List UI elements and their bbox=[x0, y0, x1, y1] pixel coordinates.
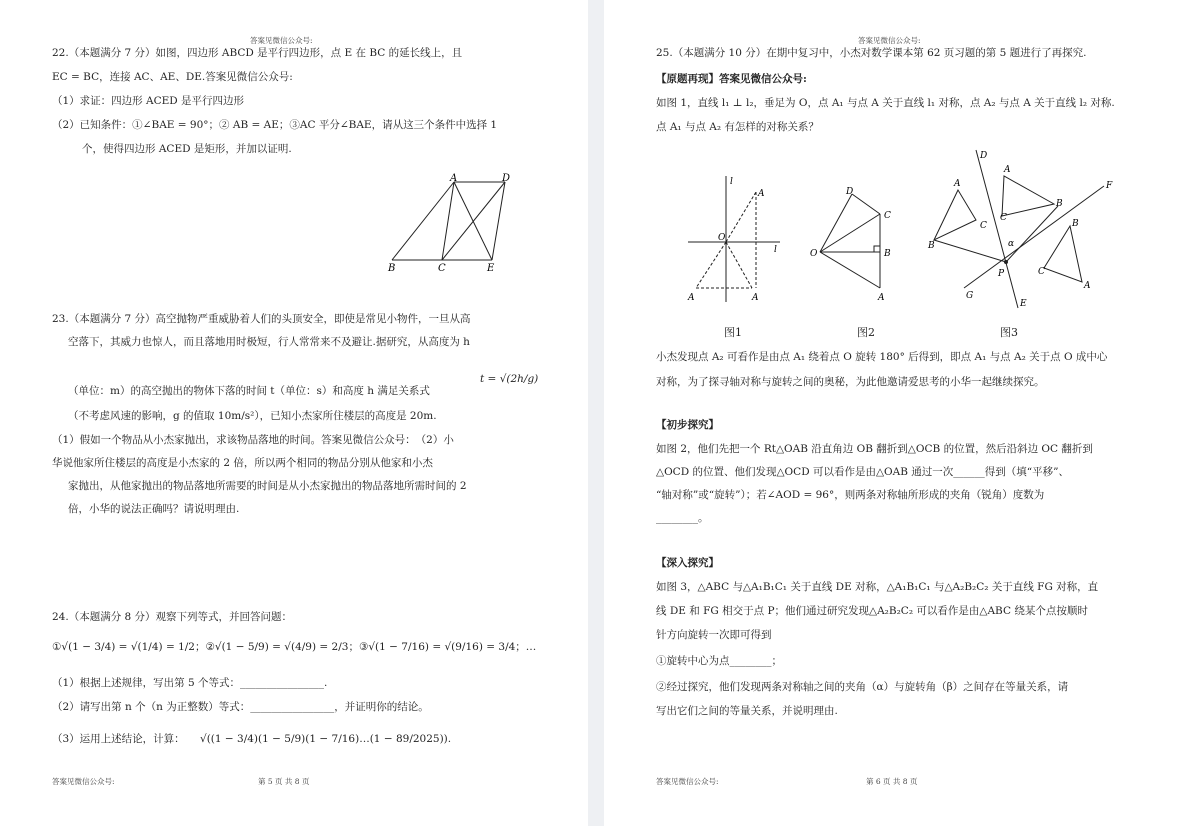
q23-line4: （不考虑风速的影响，g 的值取 10m/s²），已知小杰家所住楼层的高度是 20m. bbox=[68, 410, 437, 422]
q25-line9: ________。 bbox=[656, 512, 709, 524]
figure-1-caption: 图1 bbox=[724, 326, 742, 339]
svg-text:l: l bbox=[774, 245, 777, 255]
q22-line3: （1）求证：四边形 ACED 是平行四边形 bbox=[52, 95, 245, 107]
footer-left: 答案见微信公众号: bbox=[52, 777, 115, 786]
page-5 bbox=[0, 0, 588, 826]
q25-line8: “轴对称”或“旋转”）；若∠AOD = 96°，则两条对称轴所形成的夹角（锐角）度数为 bbox=[656, 489, 1045, 501]
svg-text:D: D bbox=[846, 187, 854, 197]
q22-parallelogram-figure bbox=[380, 172, 520, 278]
q22-line5: 个，使得四边形 ACED 是矩形，并加以证明. bbox=[82, 143, 292, 155]
q24-line4: （2）请写出第 n 个（n 为正整数）等式：________________，并证明你的结论。 bbox=[52, 701, 429, 713]
q23-line1: 23.（本题满分 7 分）高空抛物严重威胁着人们的头顶安全，即使是常见小物件，一旦从高 bbox=[52, 313, 471, 325]
svg-text:C: C bbox=[884, 211, 891, 221]
svg-text:A: A bbox=[688, 293, 695, 303]
figure-3-caption: 图3 bbox=[1000, 326, 1018, 339]
svg-text:A: A bbox=[878, 293, 885, 303]
q25-line10: 如图 3，△ABC 与△A₁B₁C₁ 关于直线 DE 对称，△A₁B₁C₁ 与△A₂B₂C₂ 关于直线 FG 对称，直 bbox=[656, 581, 1099, 593]
svg-text:B: B bbox=[1072, 219, 1079, 229]
q25-line13: ①旋转中心为点________； bbox=[656, 655, 782, 667]
footer-left: 答案见微信公众号: bbox=[656, 777, 719, 786]
q23-line5: （1）假如一个物品从小杰家抛出，求该物品落地的时间。答案见微信公众号： （2）小 bbox=[52, 434, 454, 446]
svg-text:F: F bbox=[1106, 181, 1113, 191]
svg-text:O: O bbox=[810, 249, 818, 259]
svg-text:B: B bbox=[1056, 199, 1063, 209]
svg-text:A: A bbox=[758, 189, 765, 199]
svg-text:α: α bbox=[1008, 239, 1015, 249]
svg-text:A: A bbox=[1004, 165, 1011, 175]
svg-text:O: O bbox=[718, 233, 726, 243]
page-number: 第 5 页 共 8 页 bbox=[258, 777, 310, 786]
q22-line2: EC = BC，连接 AC、AE、DE.答案见微信公众号: bbox=[52, 71, 293, 83]
q22-line1: 22.（本题满分 7 分）如图，四边形 ABCD 是平行四边形，点 E 在 BC 的延长线上，且 bbox=[52, 47, 463, 59]
q25-line2: 如图 1，直线 l₁ ⊥ l₂，垂足为 O，点 A₁ 与点 A 关于直线 l₁ 对称，点 A₂ 与点 A 关于直线 l₂ 对称. bbox=[656, 97, 1115, 109]
q24-line1: 24.（本题满分 8 分）观察下列等式，并回答问题： bbox=[52, 611, 293, 623]
svg-text:D: D bbox=[980, 151, 988, 161]
q25-line7: △OCD 的位置、他们发现△OCD 可以看作是由△OAB 通过一次______得到（填“平移”、 bbox=[656, 466, 1070, 478]
q25-line12: 针方向旋转一次即可得到 bbox=[656, 629, 772, 641]
q23-line8: 倍，小华的说法正确吗？请说明理由. bbox=[68, 503, 240, 515]
page-header: 答案见微信公众号: bbox=[858, 36, 921, 45]
q23-formula: t = √(2h/g) bbox=[480, 373, 539, 385]
q25-line4: 小杰发现点 A₂ 可看作是由点 A₁ 绕着点 O 旋转 180° 后得到，即点 A₁ 与点 A₂ 关于点 O 成中心 bbox=[656, 351, 1108, 363]
svg-text:P: P bbox=[998, 269, 1005, 279]
q25-line14: ②经过探究，他们发现两条对称轴之间的夹角（α）与旋转角（β）之间存在等量关系，请 bbox=[656, 681, 1069, 693]
fig-label-c: C bbox=[438, 263, 446, 274]
q24-line5: （3）运用上述结论，计算： bbox=[52, 733, 185, 745]
q23-line3: （单位：m）的高空抛出的物体下落的时间 t（单位：s）和高度 h 满足关系式 bbox=[68, 385, 430, 397]
figure-2 bbox=[802, 180, 902, 310]
fig-label-b: B bbox=[388, 263, 396, 274]
svg-text:B: B bbox=[928, 241, 935, 251]
svg-text:G: G bbox=[966, 291, 974, 301]
q24-calc: √((1 − 3/4)(1 − 5/9)(1 − 7/16)…(1 − 89/2025)). bbox=[200, 733, 452, 745]
svg-text:A: A bbox=[954, 179, 961, 189]
svg-text:C: C bbox=[980, 221, 987, 231]
q25-heading-initial: 【初步探究】 bbox=[656, 419, 719, 431]
svg-text:C: C bbox=[1038, 267, 1045, 277]
svg-text:B: B bbox=[884, 249, 891, 259]
q25-line1: 25.（本题满分 10 分）在期中复习中，小杰对数学课本第 62 页习题的第 5 题进行了再探究. bbox=[656, 47, 1087, 59]
fig-label-e: E bbox=[487, 263, 495, 274]
q25-heading-deep: 【深入探究】 bbox=[656, 557, 719, 569]
figure-3 bbox=[926, 148, 1116, 310]
fig-label-a: A bbox=[450, 173, 458, 184]
svg-text:E: E bbox=[1020, 299, 1027, 309]
q24-equations: ①√(1 − 3/4) = √(1/4) = 1/2；②√(1 − 5/9) = √(4/9) = 2/3；③√(1 − 7/16) = √(9/16) = 3/4；… bbox=[52, 641, 537, 653]
q25-line15: 写出它们之间的等量关系，并说明理由. bbox=[656, 705, 838, 717]
svg-text:C: C bbox=[1000, 213, 1007, 223]
figure-2-caption: 图2 bbox=[857, 326, 875, 339]
q22-line4: （2）已知条件：①∠BAE = 90°；② AB = AE；③AC 平分∠BAE，请从这三个条件中选择 1 bbox=[52, 119, 498, 131]
q25-line11: 线 DE 和 FG 相交于点 P；他们通过研究发现△A₂B₂C₂ 可以看作是由△ABC 绕某个点按顺时 bbox=[656, 605, 1088, 617]
q23-line6: 华说他家所住楼层的高度是小杰家的 2 倍，所以两个相同的物品分别从他家和小杰 bbox=[52, 457, 433, 469]
q25-line6: 如图 2，他们先把一个 Rt△OAB 沿直角边 OB 翻折到△OCB 的位置，然后沿斜边 OC 翻折到 bbox=[656, 443, 1093, 455]
q23-line2: 空落下，其威力也惊人，而且落地用时极短，行人常常来不及避让.据研究，从高度为 h bbox=[68, 336, 470, 348]
svg-text:A: A bbox=[1084, 281, 1091, 291]
svg-text:l: l bbox=[730, 177, 733, 187]
q25-line5: 对称，为了探寻轴对称与旋转之间的奥秘，为此他邀请爱思考的小华一起继续探究。 bbox=[656, 376, 1045, 388]
q25-line3: 点 A₁ 与点 A₂ 有怎样的对称关系？ bbox=[656, 121, 819, 133]
page-header: 答案见微信公众号: bbox=[250, 36, 313, 45]
q23-line7: 家抛出，从他家抛出的物品落地所需要的时间是从小杰家抛出的物品落地所需时间的 2 bbox=[68, 480, 467, 492]
q25-heading-original: 【原题再现】答案见微信公众号: bbox=[656, 73, 807, 85]
fig-label-d: D bbox=[502, 173, 511, 184]
page-number: 第 6 页 共 8 页 bbox=[866, 777, 918, 786]
q24-line3: （1）根据上述规律，写出第 5 个等式：________________. bbox=[52, 677, 328, 689]
page-6 bbox=[604, 0, 1196, 826]
svg-text:A: A bbox=[752, 293, 759, 303]
figure-1 bbox=[684, 170, 794, 310]
